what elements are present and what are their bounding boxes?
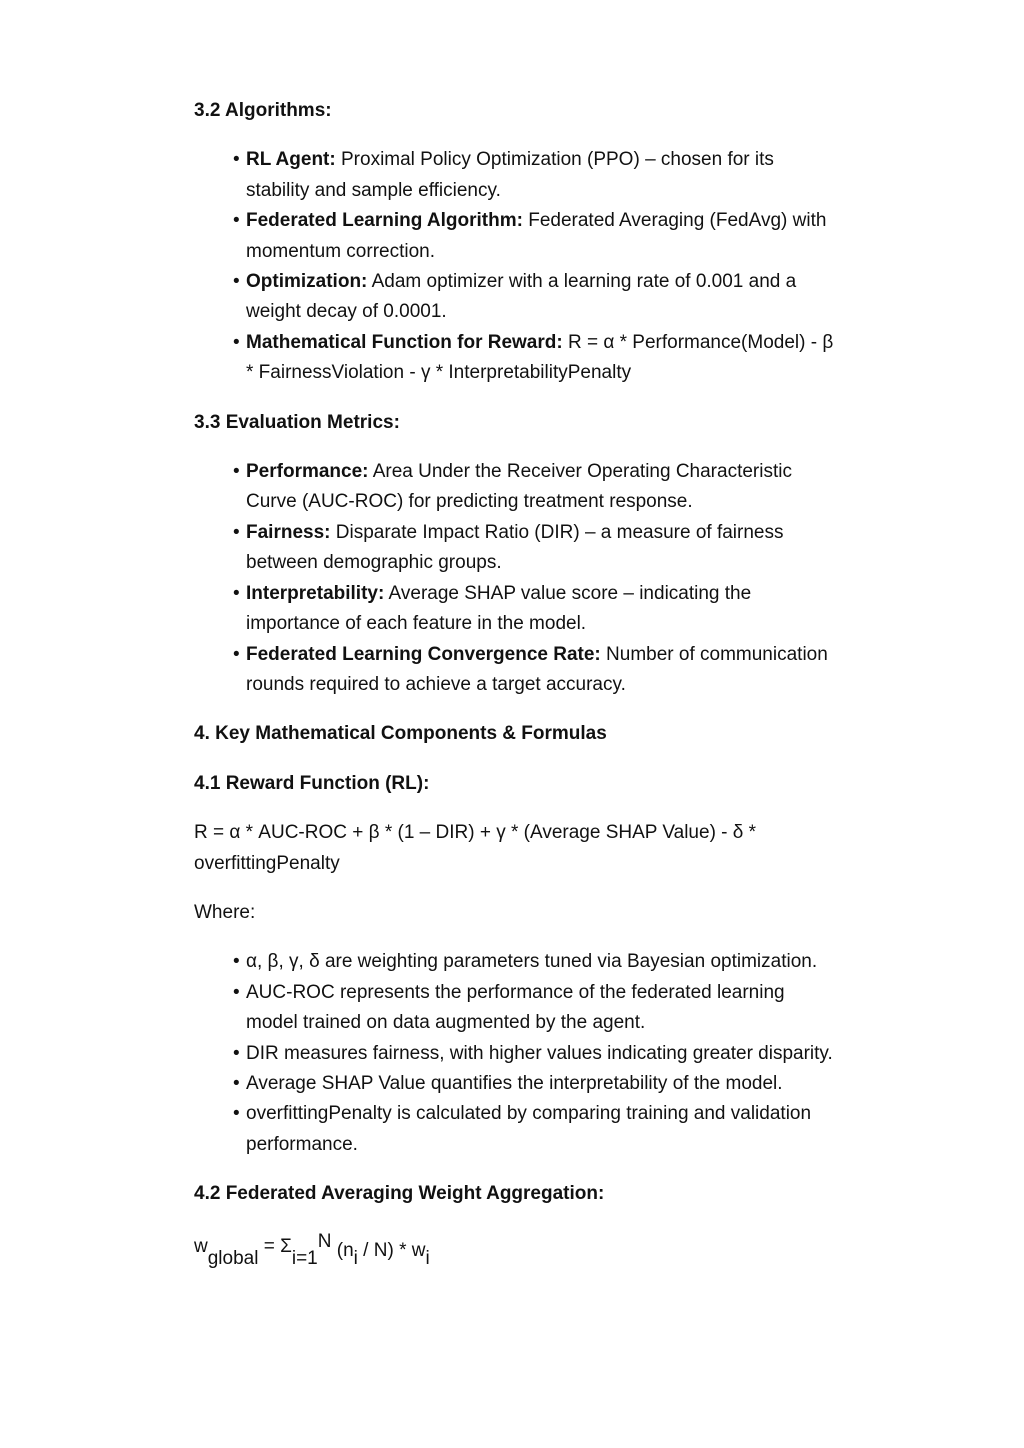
bullet: • (233, 461, 240, 483)
item-text: DIR measures fairness, with higher values indicating greater disparity. (246, 1042, 833, 1064)
formula-term-open: (n (331, 1239, 354, 1261)
metrics-list (194, 457, 834, 700)
where-list (194, 947, 834, 1160)
list-item (233, 978, 834, 1039)
item-text: Disparate Impact Ratio (DIR) – a measure of fairness between demographic groups. (246, 521, 784, 574)
formula-equals: = (258, 1235, 281, 1257)
bullet: • (233, 331, 240, 353)
list-item (233, 1069, 834, 1099)
item-text: overfittingPenalty is calculated by comparing training and validation performance. (246, 1103, 812, 1155)
formula-sigma-subscript: i=1 (291, 1247, 318, 1269)
algorithms-list (194, 145, 834, 388)
bullet: • (233, 951, 240, 973)
bullet: • (233, 521, 240, 543)
item-text: Number of communication rounds required to achieve a target accuracy. (246, 643, 828, 695)
formula-w-subscript: i (425, 1247, 430, 1269)
document-page (194, 96, 834, 1269)
bullet: • (233, 643, 240, 665)
list-item (233, 579, 834, 640)
item-label: Federated Learning Convergence Rate: (246, 643, 601, 665)
bullet: • (233, 981, 240, 1003)
bullet: • (233, 1042, 240, 1064)
list-item (233, 328, 834, 389)
bullet: • (233, 271, 240, 293)
section-heading-4-1: 4.1 Reward Function (RL): (194, 772, 430, 794)
item-text: Federated Averaging (FedAvg) with momentum correction. (246, 210, 827, 262)
list-item (233, 1039, 834, 1069)
list-item (233, 1099, 834, 1160)
list-item (233, 206, 834, 267)
list-item (233, 145, 834, 206)
item-label: Performance: (246, 461, 369, 483)
formula-n-subscript: i (353, 1247, 358, 1269)
section-heading-3-2: 3.2 Algorithms: (194, 100, 332, 121)
section-heading-4: 4. Key Mathematical Components & Formulas (194, 723, 607, 745)
item-text: α, β, γ, δ are weighting parameters tuned via Bayesian optimization. (246, 951, 818, 973)
item-label: Federated Learning Algorithm: (246, 210, 523, 232)
item-text: Average SHAP Value quantifies the interpretability of the model. (246, 1072, 783, 1094)
formula-sigma-superscript: N (317, 1230, 332, 1252)
list-item (233, 947, 834, 977)
item-text: Adam optimizer with a learning rate of 0.001 and a weight decay of 0.0001. (246, 271, 797, 323)
item-label: RL Agent: (246, 149, 336, 171)
item-text: Average SHAP value score – indicating the importance of each feature in the model. (246, 582, 752, 635)
item-label: Optimization: (246, 271, 368, 293)
item-label: Fairness: (246, 521, 331, 543)
item-text: AUC-ROC represents the performance of the federated learning model trained on data augmented by the agent. (246, 981, 785, 1034)
list-item (233, 267, 834, 328)
fedavg-formula (194, 1230, 834, 1269)
bullet: • (233, 1103, 240, 1125)
section-heading-4-2: 4.2 Federated Averaging Weight Aggregation: (194, 1183, 605, 1205)
reward-formula: R = α * AUC-ROC + β * (1 – DIR) + γ * (Average SHAP Value) - δ * overfittingPenalty (194, 822, 757, 874)
bullet: • (233, 1072, 240, 1094)
where-label: Where: (194, 901, 256, 923)
bullet: • (233, 210, 240, 232)
item-text: Area Under the Receiver Operating Characteristic Curve (AUC-ROC) for predicting treatment response. (246, 461, 792, 513)
item-text: R = α * Performance(Model) - β * FairnessViolation - γ * InterpretabilityPenalty (246, 331, 834, 384)
formula-sigma: Σ (280, 1235, 292, 1257)
section-heading-3-3: 3.3 Evaluation Metrics: (194, 411, 400, 433)
formula-lhs-subscript: global (207, 1247, 259, 1269)
item-label: Mathematical Function for Reward: (246, 331, 563, 353)
formula-term-rest: / N) * w (357, 1239, 426, 1261)
bullet: • (233, 149, 240, 171)
list-item (233, 640, 834, 701)
bullet: • (233, 582, 240, 604)
item-label: Interpretability: (246, 582, 385, 604)
list-item (233, 518, 834, 579)
list-item (233, 457, 834, 518)
item-text: Proximal Policy Optimization (PPO) – chosen for its stability and sample efficiency. (246, 149, 774, 201)
formula-lhs: w (194, 1235, 208, 1257)
